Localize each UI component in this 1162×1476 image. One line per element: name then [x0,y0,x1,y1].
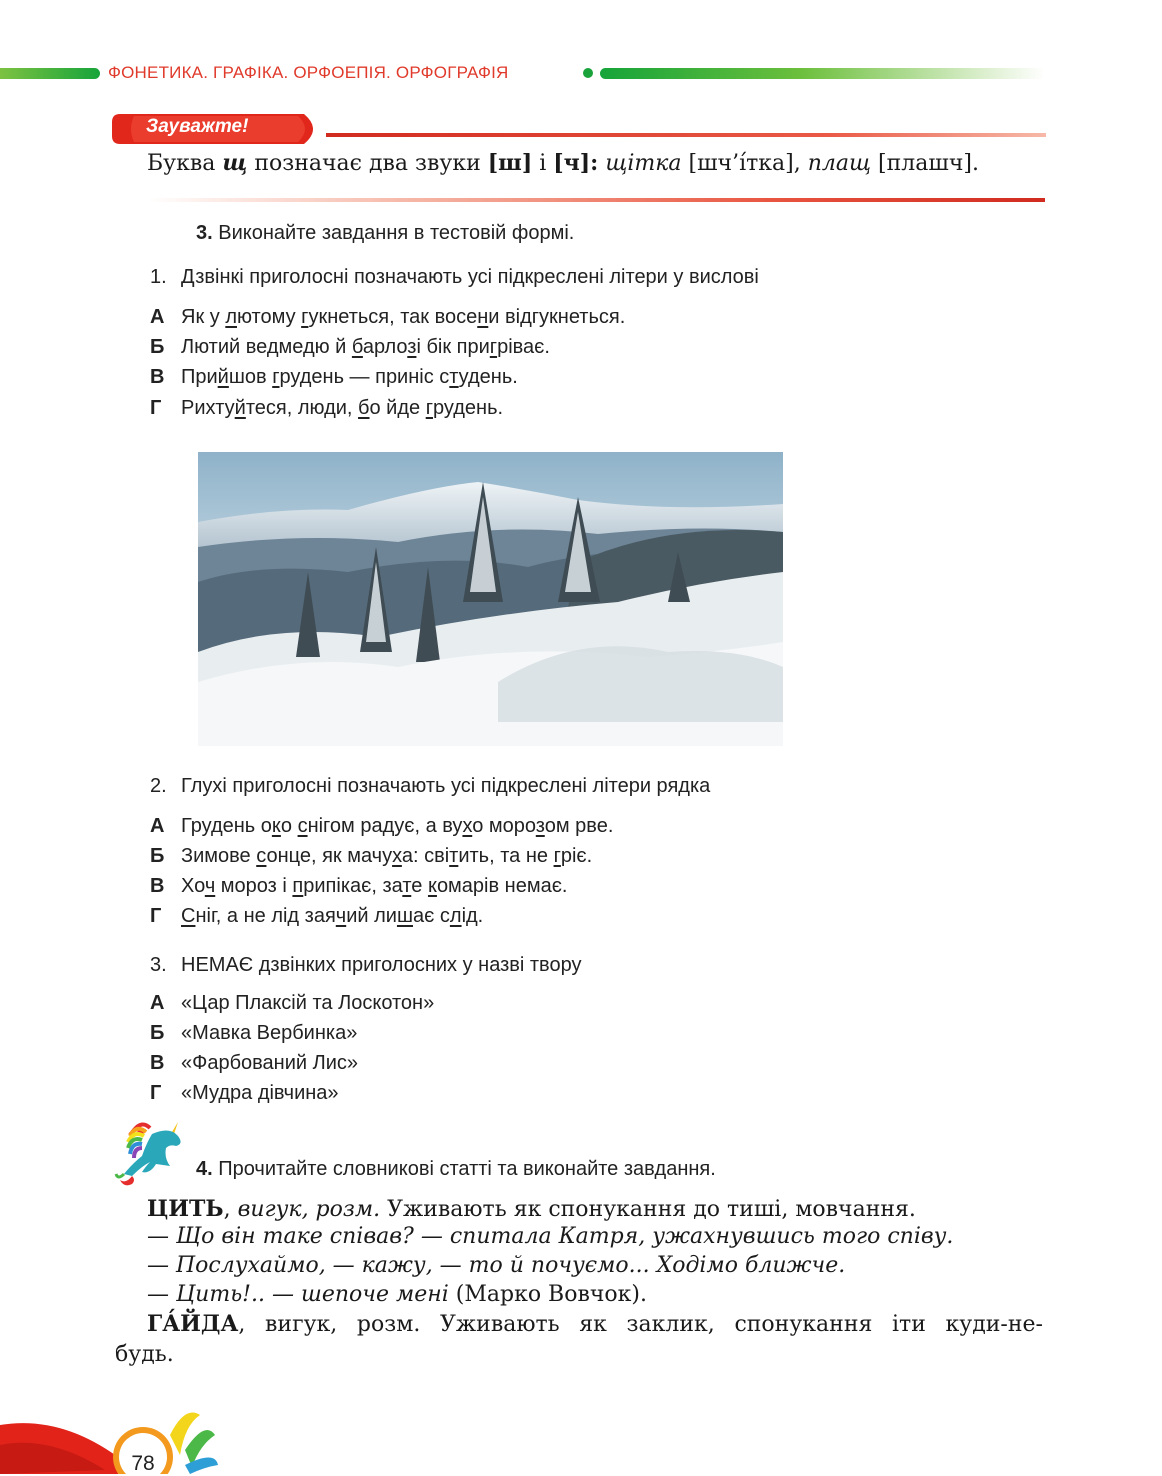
text-part: Лютий ве [181,336,267,358]
header-dot [583,68,593,78]
text-part: нігом радує, а ву [307,815,463,837]
task4-title: Прочитайте словникові статті та виконайте завдання. [218,1158,716,1180]
page-number: 78 [131,1452,155,1475]
text-part: о йде [369,397,426,419]
text-part: Зимове [181,845,257,867]
text-part: рипікає, за [303,875,403,897]
note-part: [ш] [487,150,533,176]
text-part: рудень. [433,397,504,419]
q1-option-v[interactable] [150,366,518,389]
text-part: медю й [278,336,352,358]
underlined-letter: С [181,905,196,927]
option-text: «Цар Плаксій та Лоскотон» [181,992,435,1014]
option-letter: Г [150,397,162,419]
entry-grammar: вигук, розм. [230,1197,381,1222]
text-part: ень — приніс с [311,366,450,388]
entry-definition: , вигук, розм. Уживають як заклик, спонукання іти куди-не- [238,1312,1043,1337]
note-top-rule [326,133,1046,137]
underlined-letter: з [535,815,545,837]
text-part: ід. [461,905,484,927]
task3-title: Виконайте завдання в тестовій формі. [218,222,575,244]
underlined-letter: д [299,366,312,388]
question-number: 2. [150,775,167,797]
text-part: ом рве. [544,815,614,837]
underlined-letter: т [402,875,412,897]
entry-definition: Уживають як спонукання до тиші, мовчання. [380,1197,916,1222]
winter-landscape-image [198,452,783,746]
example-text: — Послухаймо, — кажу, — то й почуємо... Ходімо ближче. [147,1253,846,1278]
option-letter: Б [150,1022,165,1044]
example-line [147,1224,1075,1249]
text-part: Хо [181,875,205,897]
question-number: 1. [150,266,167,288]
q3-option-v[interactable] [150,1052,358,1075]
note-part: [ч]: [553,150,599,176]
text-part: шов [228,366,273,388]
header-bar-right [600,68,1045,79]
underlined-letter: ч [204,875,216,897]
option-letter: А [150,815,165,837]
option-text: «Мудра дівчина» [181,1082,339,1104]
underlined-letter: й [217,366,229,388]
text-part: гукнеться. [531,306,626,328]
task3-number: 3. [196,222,213,244]
entry-comma: , [223,1197,231,1222]
text-part: удень. [458,366,518,388]
q1-option-a[interactable] [150,306,625,329]
option-text: «Фарбований Лис» [181,1052,359,1074]
option-text: «Мавка Вербинка» [181,1022,358,1044]
q3-option-b[interactable] [150,1022,357,1045]
text-part: ріє. [560,845,593,867]
task4-heading [196,1158,716,1181]
q3-option-g[interactable] [150,1082,339,1105]
note-part: [плашч]. [871,151,979,176]
q2-option-v[interactable] [150,875,567,898]
text-part: укнеться, так восе [308,306,478,328]
text-part: мороз і [215,875,293,897]
option-letter: Б [150,845,165,867]
underlined-letter: х [462,815,473,837]
section-title: ФОНЕТИКА. ГРАФІКА. ОРФОЕПІЯ. ОРФОГРАФІЯ [108,63,509,82]
note-part: позначає два звуки [247,151,488,176]
question-text: НЕМАЄ дзвінких приголосних у назві твору [181,954,582,976]
question-text: Глухі приголосні позначають усі підкреслені літери рядка [181,775,711,797]
underlined-letter: д [266,336,279,358]
text-part: Грудень о [181,815,272,837]
note-part: і [532,151,554,176]
unicorn-icon [112,1118,200,1198]
text-part: арло [362,336,408,358]
underlined-letter: к [271,815,281,837]
question-2 [150,775,710,798]
q1-option-b[interactable] [150,336,550,359]
text-part: ніг, а не лід зая [195,905,336,927]
text-part: ий ли [346,905,397,927]
option-letter: Г [150,905,162,927]
text-part: е [411,875,428,897]
underlined-letter: х [392,845,402,867]
example-line [147,1282,1075,1307]
text-part: ить, та не [458,845,554,867]
option-letter: В [150,875,165,897]
underlined-letter: д [520,306,532,328]
underlined-letter: г [553,845,561,867]
underlined-letter: с [297,815,308,837]
dictionary-entry-haida [147,1311,1043,1337]
underlined-letter: г [489,336,498,358]
underlined-letter: л [225,306,237,328]
text-part: ає с [413,905,450,927]
text-part: При [181,366,218,388]
underlined-letter: п [292,875,304,897]
option-letter: В [150,366,165,388]
task3-heading [196,222,574,245]
note-part: щітка [605,151,682,176]
underlined-letter: т [449,845,459,867]
text-part: ріває. [497,336,550,358]
note-text [147,150,979,176]
entry-headword: ГА́ЙДА [147,1311,239,1337]
q1-option-g[interactable] [150,397,503,420]
note-part: Буква [147,151,223,176]
text-part: и ві [488,306,521,328]
question-1 [150,266,759,289]
underlined-letter: б [358,397,370,419]
underlined-letter: г [301,306,309,328]
underlined-letter: ч [335,905,347,927]
underlined-letter: т [449,366,459,388]
underlined-letter: г [425,397,433,419]
entry-continuation: будь. [115,1342,174,1367]
text-part: Рихту [181,397,235,419]
underlined-letter: с [256,845,267,867]
question-number: 3. [150,954,167,976]
note-part: плащ [807,151,872,176]
header-bar-left [0,68,100,79]
entry-headword: ЦИТЬ [147,1196,224,1222]
option-letter: Б [150,336,165,358]
example-line [147,1253,1075,1278]
option-letter: В [150,1052,165,1074]
note-bottom-rule [147,198,1045,202]
note-label: Зауважте! [146,116,249,137]
example-text: — Що він таке співав? — спитала Катря, ужахнувшись того співу. [147,1224,954,1249]
note-part: [шч’і́тка], [681,151,808,176]
text-part: ру [279,366,300,388]
text-part: ютому [236,306,302,328]
text-part: омарів немає. [436,875,568,897]
example-text: — Цить!.. — шепоче мені [147,1282,449,1307]
q3-option-a[interactable] [150,992,434,1015]
dictionary-entry-tsyt [147,1196,1075,1222]
underlined-letter: ш [396,905,413,927]
underlined-letter: й [234,397,246,419]
text-part: о моро [472,815,536,837]
underlined-letter: г [272,366,280,388]
note-part: щ [222,150,248,176]
task4-number: 4. [196,1158,213,1180]
text-part: Як у [181,306,226,328]
underlined-letter: к [427,875,437,897]
option-letter: Г [150,1082,162,1104]
text-part: о [280,815,298,837]
q2-option-b[interactable] [150,845,592,868]
q2-option-a[interactable] [150,815,613,838]
text-part: теся, люди, [245,397,359,419]
example-source: (Марко Вовчок). [448,1282,647,1307]
text-part: і бік при [416,336,490,358]
question-3 [150,954,581,977]
option-letter: А [150,306,165,328]
text-part: онце, як мачу [266,845,393,867]
underlined-letter: л [449,905,462,927]
option-letter: А [150,992,165,1014]
question-text: Дзвінкі приголосні позначають усі підкреслені літери у вислові [181,266,759,288]
text-part: а: сві [401,845,450,867]
underlined-letter: н [477,306,489,328]
underlined-letter: з [407,336,417,358]
underlined-letter: б [351,336,363,358]
q2-option-g[interactable] [150,905,483,928]
